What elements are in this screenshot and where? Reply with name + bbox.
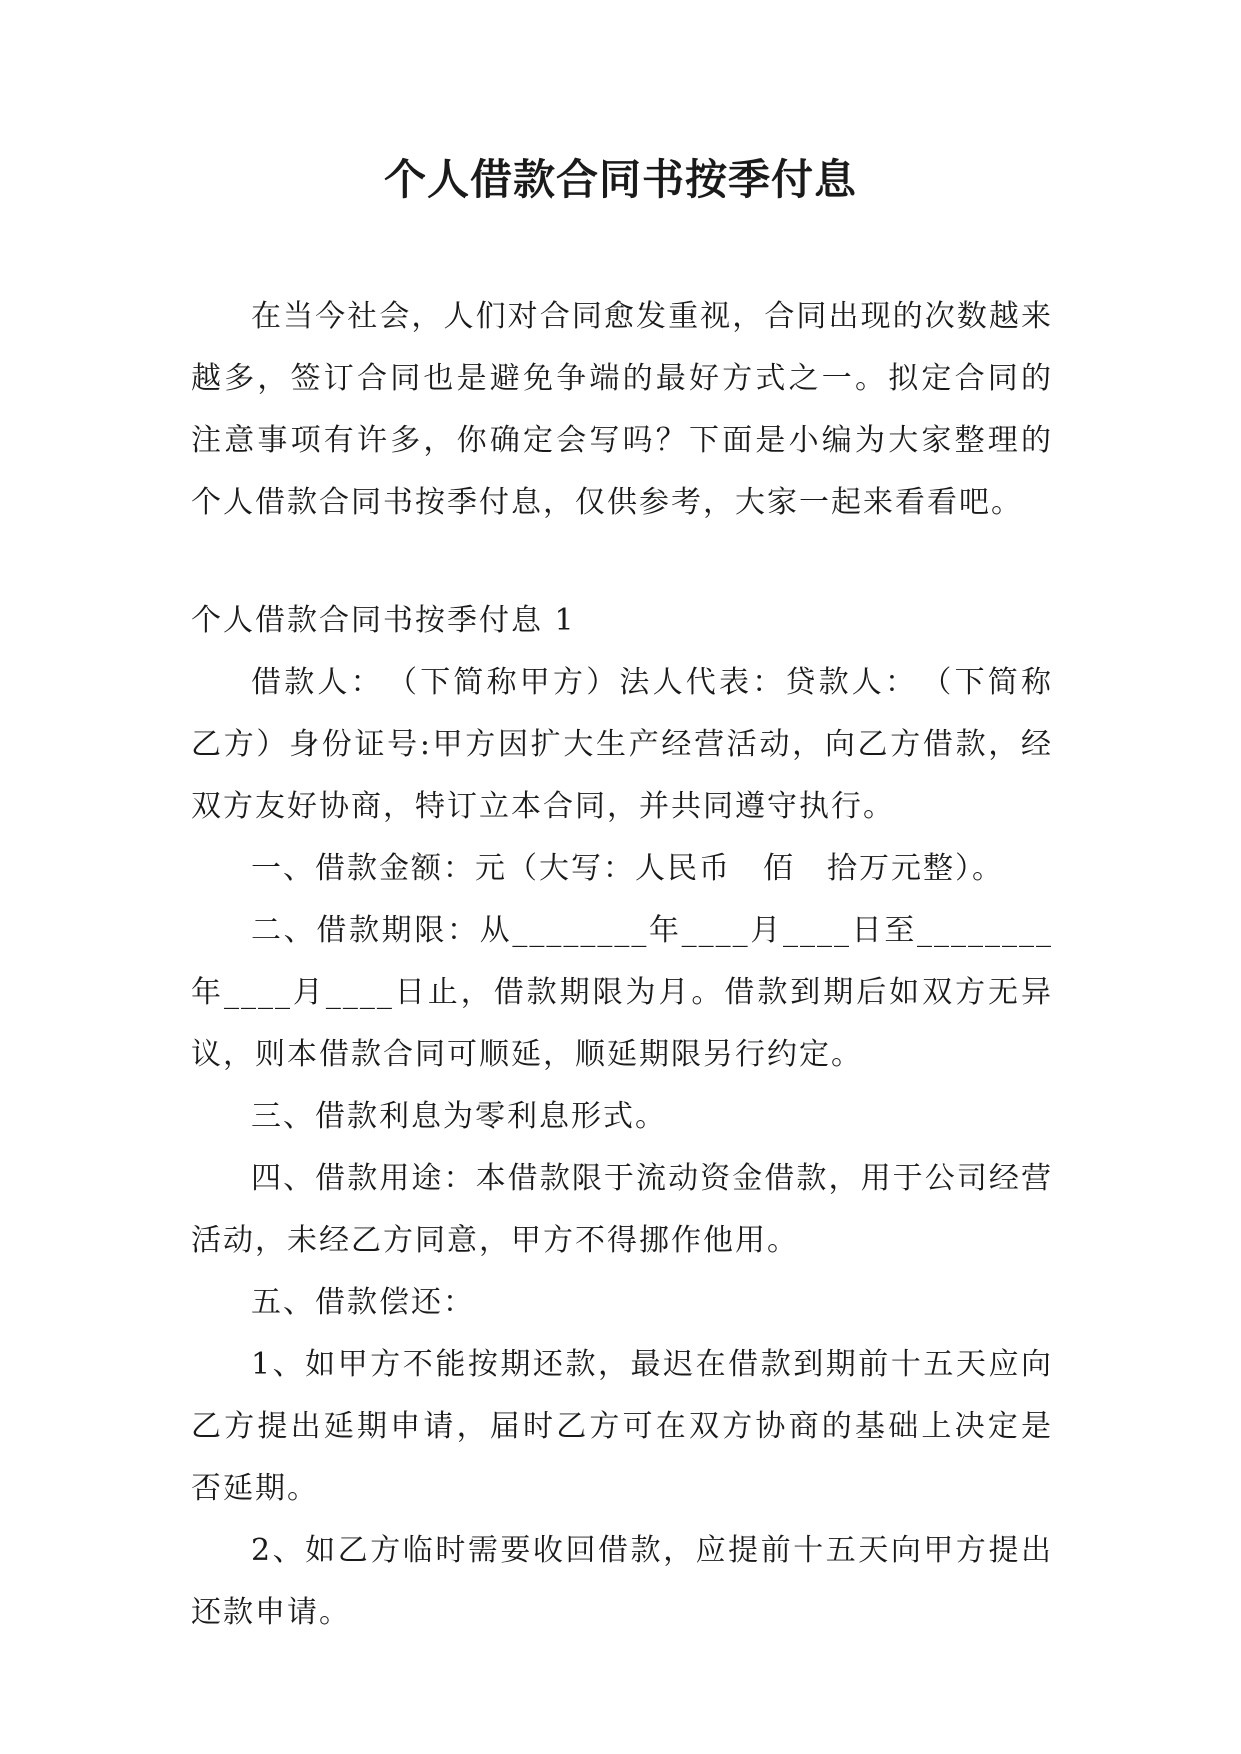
clause-repayment-heading: 五、借款偿还： [251,1285,475,1320]
clause-early-recall: 2、如乙方临时需要收回借款，应提前十五天向甲方提出还款申请。 [191,1533,1053,1630]
document-title: 个人借款合同书按季付息 [383,155,857,204]
section-heading: 个人借款合同书按季付息 1 [191,603,576,638]
clause-repayment-extension: 1、如甲方不能按期还款，最迟在借款到期前十五天应向乙方提出延期申请，届时乙方可在双方协商的基础上决定是否延期。 [191,1347,1053,1506]
clause-loan-purpose: 四、借款用途：本借款限于流动资金借款，用于公司经营活动，未经乙方同意，甲方不得挪作他用。 [191,1161,1053,1258]
intro-paragraph: 在当今社会，人们对合同愈发重视，合同出现的次数越来越多，签订合同也是避免争端的最好方式之一。拟定合同的注意事项有许多，你确定会写吗？下面是小编为大家整理的个人借款合同书按季付息，仅供参考，大家一起来看看吧。 [191,299,1053,520]
document-body [191,286,1053,1644]
clause-loan-amount: 一、借款金额：元（大写：人民币 佰 拾万元整）。 [251,851,1004,886]
clause-interest: 三、借款利息为零利息形式。 [251,1099,667,1134]
clause-parties: 借款人： （下简称甲方）法人代表：贷款人： （下简称乙方）身份证号:甲方因扩大生产经营活动，向乙方借款，经双方友好协商，特订立本合同，并共同遵守执行。 [191,665,1053,824]
clause-loan-term: 二、借款期限：从________年____月____日至________年____月____日止，借款期限为月。借款到期后如双方无异议，则本借款合同可顺延，顺延期限另行约定。 [191,913,1053,1072]
